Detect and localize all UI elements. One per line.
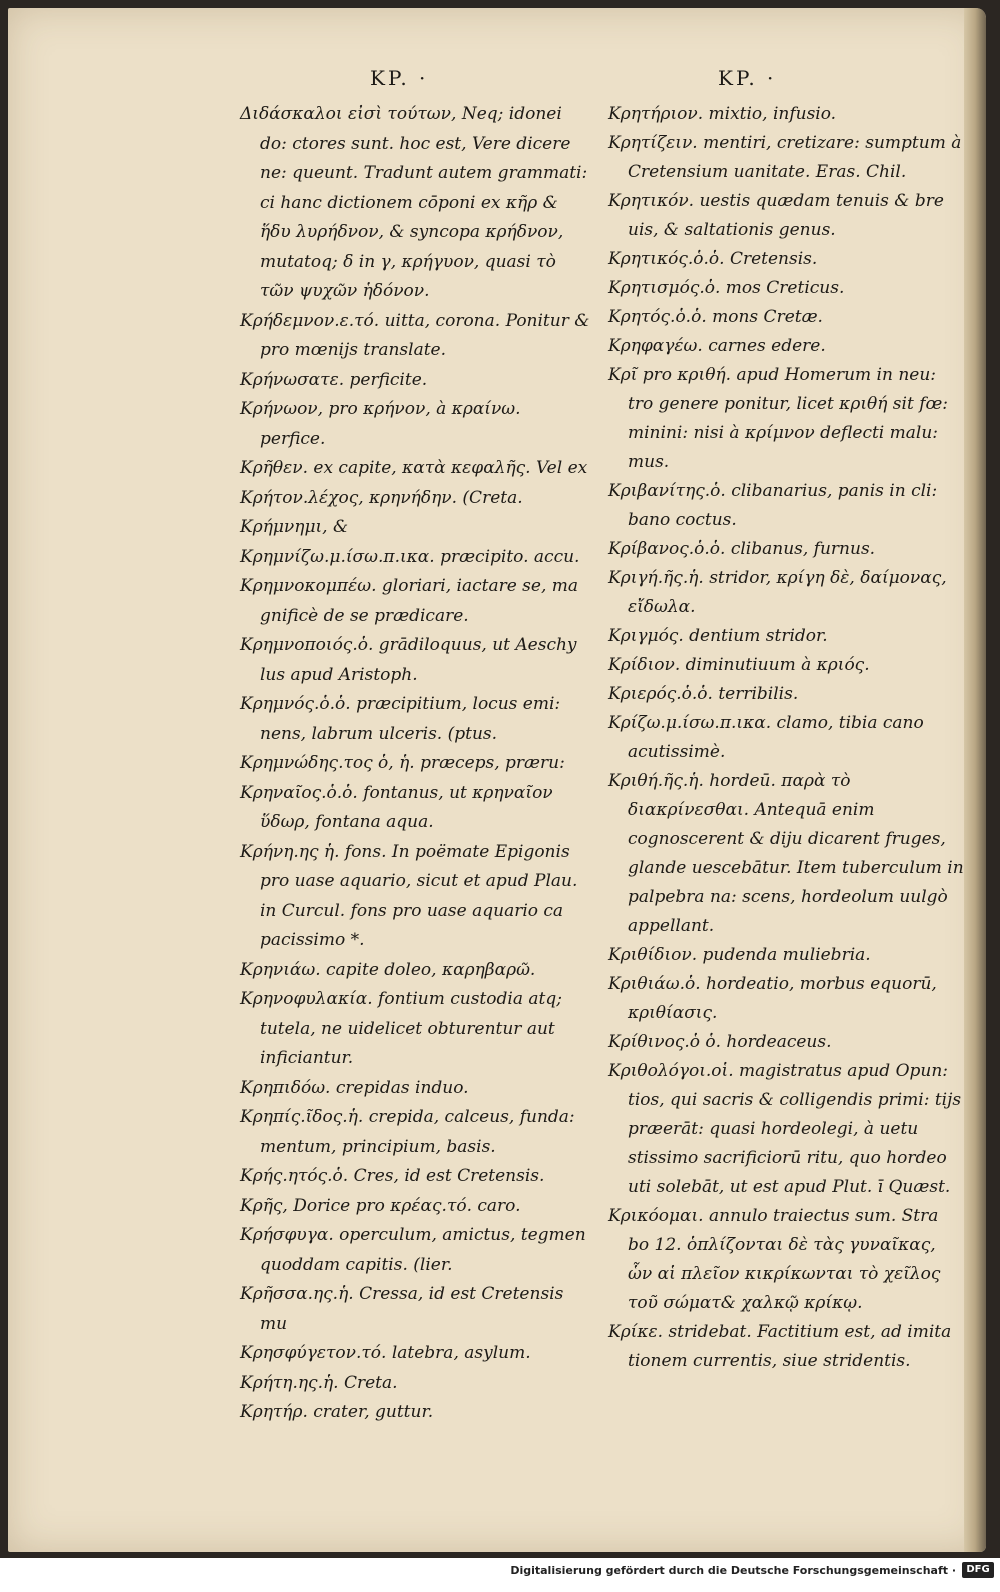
dictionary-entry: Κρικόομαι. annulo traiectus sum. Stra bo 12. ὁπλίζονται δὲ τὰς γυναῖκας, ὧν αἱ πλεῖον κικρίκωνται τὸ χεῖλος τοῦ σώματ& χαλκῷ κρίκῳ. [608,1206,941,1313]
dictionary-entry: Κρίζω.μ.ίσω.π.ικα. clamo, tibia cano acutissimè. [608,713,924,762]
dictionary-entry: Κριγμός. dentium stridor. [608,626,828,646]
dictionary-entry: Κρητικός.ὁ.ὁ. Cretensis. [608,249,818,269]
book-page [8,8,986,1552]
dictionary-entry: Κριβανίτης.ὁ. clibanarius, panis in cli: bano coctus. [608,481,938,530]
dictionary-entry: Κρητός.ὁ.ὁ. mons Cretæ. [608,307,823,327]
digitization-footer [0,1558,1000,1592]
dictionary-entry: Κριγή.ῆς.ἡ. stridor, κρίγη δὲ, δαίμονας, εἴδωλα. [608,568,947,617]
dictionary-entry: Κριθολόγοι.οἱ. magistratus apud Opun: tios, qui sacris & colligendis primi: tijs præerāt: quasi hordeolegi, à uetu stissimo sacrificiorū ritu, quo hordeo uti solebāt, ut est apud Plut. ī Quæst. [608,1061,962,1197]
dictionary-entry: Κρής.ητός.ὁ. Cres, id est Cretensis. [240,1166,545,1186]
page-edge [964,8,986,1552]
dictionary-entry: Κρήνωσατε. perficite. [240,369,428,390]
dictionary-entry: Κρητίζειν. mentiri, cretizare: sumptum à Cretensium uanitate. Eras. Chil. [608,133,962,182]
left-column [240,100,590,1428]
running-head-right: KP. · [718,66,777,90]
dictionary-entry: Κρίκε. stridebat. Factitium est, ad imita tionem currentis, siue stridentis. [608,1322,952,1371]
dictionary-entry: Κριθιάω.ὁ. hordeatio, morbus equorū, κριθίασις. [608,974,937,1023]
dictionary-entry: Κρητισμός.ὁ. mos Creticus. [608,278,845,298]
dictionary-entry: Κρήδεμνον.ε.τό. uitta, corona. Ponitur & pro mœnijs translate. [240,310,590,360]
dictionary-entry: Κρησφύγετον.τό. latebra, asylum. [240,1343,531,1363]
dictionary-entry: Διδάσκαλοι εἰσὶ τούτων, Neq; idonei do: ctores sunt. hoc est, Vere dicere ne: queunt. Tradunt autem grammati: ci hanc dictionem cōponi ex κῆρ & ἥδυ λυρήδνον, & syncopa κρήδνον, mutatoq; δ in γ, κρήγυον, quasi τὸ τῶν ψυχῶν ἡδόνον. [240,104,588,301]
dictionary-entry: Κρίδιον. diminutiuum à κριός. [608,655,870,675]
dictionary-entry: Κρήσφυγα. operculum, amictus, tegmen quoddam capitis. (lier. [240,1225,586,1275]
dictionary-entry: Κρητικόν. uestis quædam tenuis & bre uis, & saltationis genus. [608,191,944,240]
dictionary-entry: Κρῆσσα.ης.ἡ. Cressa, id est Cretensis mu [240,1284,564,1334]
dictionary-entry: Κρητήρ. crater, guttur. [240,1402,434,1422]
dictionary-entry: Κρημνός.ὁ.ὁ. præcipitium, locus emi: nens, labrum ulceris. (ptus. [240,694,561,744]
dictionary-entry: Κρηνιάω. capite doleo, καρηβαρῶ. [240,959,536,980]
dictionary-entry: Κρηφαγέω. carnes edere. [608,336,826,356]
dictionary-entry: Κρητήριον. mixtio, infusio. [608,104,837,124]
dictionary-entry: Κρίβανος.ὁ.ὁ. clibanus, furnus. [608,539,876,559]
dictionary-entry: Κρῖ pro κριθή. apud Homerum in neu: tro genere ponitur, licet κριθή sit fœ: minini: nisi à κρίμνον deflecti malu: mus. [608,365,949,472]
dictionary-entry: Κρημνίζω.μ.ίσω.π.ικα. præcipito. accu. [240,546,580,567]
dictionary-entry: Κρημνώδης.τος ὁ, ἡ. præceps, præru: [240,753,565,773]
funding-note: Digitalisierung gefördert durch die Deutsche Forschungsgemeinschaft · [510,1564,956,1577]
dictionary-entry: Κρήνη.ης ἡ. fons. In poëmate Epigonis pro uase aquario, sicut et apud Plau. in Curcul. fons pro uase aquario ca pacissimo *. [240,841,578,950]
dictionary-entry: Κρημνοκομπέω. gloriari, iactare se, ma gnificè de se prædicare. [240,576,579,626]
right-column [608,100,964,1376]
dictionary-entry: Κριθίδιον. pudenda muliebria. [608,945,871,965]
dictionary-entry: Κρῆθεν. ex capite, κατὰ κεφαλῆς. Vel ex [240,458,588,478]
dictionary-entry: Κρῆς, Dorice pro κρέας.τό. caro. [240,1195,521,1216]
dictionary-entry: Κρηναῖος.ὁ.ὁ. fontanus, ut κρηναῖον ὕδωρ, fontana aqua. [240,782,553,832]
dictionary-entry: Κρηνοφυλακία. fontium custodia atq; tutela, ne uidelicet obturentur aut inficiantur. [240,989,562,1068]
dictionary-entry: Κριθή.ῆς.ἡ. hordeū. παρὰ τὸ διακρίνεσθαι. Antequā enim cognoscerent & diju dicarent fruges, glande uescebātur. Item tuberculum in palpebra na: scens, hordeolum uulgò appellant. [608,771,964,936]
dictionary-entry: Κριερός.ὁ.ὁ. terribilis. [608,684,799,704]
dictionary-entry: Κρήνωον, pro κρήνον, à κραίνω. perfice. [240,399,521,449]
dictionary-entry: Κρημνοποιός.ὁ. grādiloquus, ut Aeschy lus apud Aristoph. [240,635,577,685]
dictionary-entry: Κρηπίς.ῖδος.ἡ. crepida, calceus, funda: mentum, principium, basis. [240,1107,575,1157]
dictionary-entry: Κρίθινος.ὁ ὁ. hordeaceus. [608,1032,832,1052]
dictionary-entry: Κρηπιδόω. crepidas induo. [240,1077,469,1098]
dictionary-entry: Κρήμνημι, & [240,517,349,537]
dictionary-entry: Κρήτον.λέχος, κρηνήδην. (Creta. [240,487,523,508]
dictionary-entry: Κρήτη.ης.ἡ. Creta. [240,1372,398,1393]
dfg-logo-icon: DFG [962,1562,994,1578]
running-head-left: KP. · [370,66,429,90]
